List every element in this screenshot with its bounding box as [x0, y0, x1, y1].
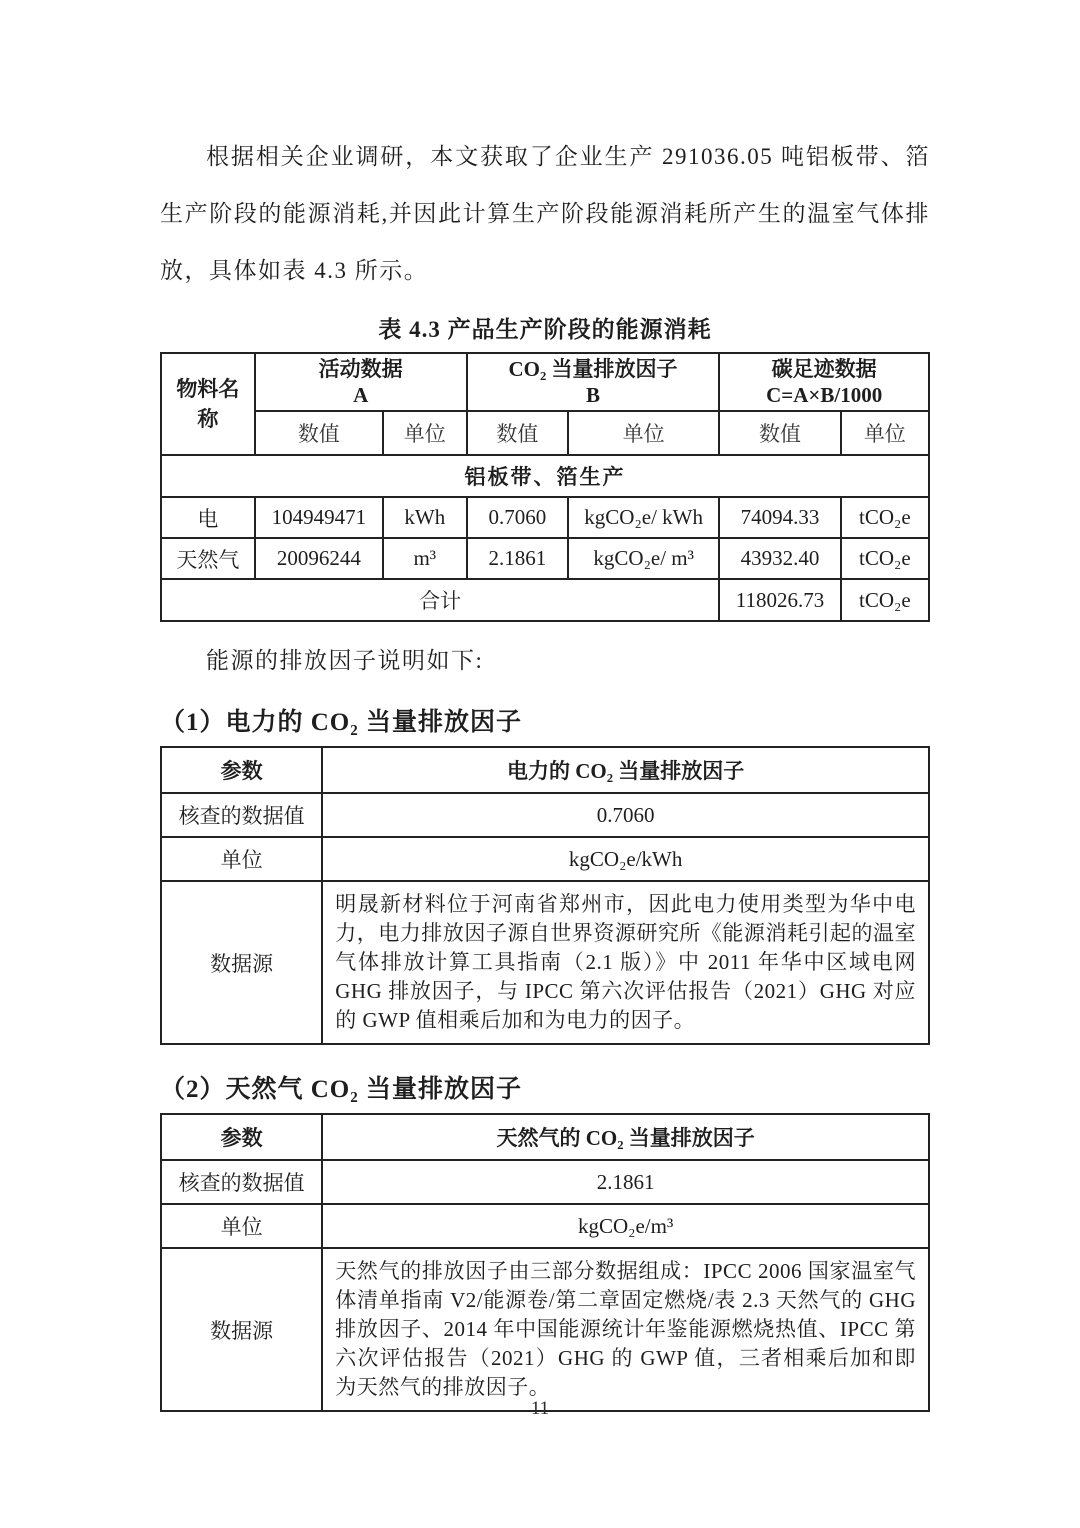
header-footprint-label: 碳足迹数据: [771, 357, 877, 381]
cell-activity-value: 104949471: [255, 497, 383, 538]
total-unit: tCO₂e: [841, 579, 929, 621]
verified-value-row: [161, 1160, 929, 1204]
unit-row: [161, 1204, 929, 1248]
header-footprint-sub: C=A×B/1000: [766, 383, 883, 407]
header-footprint-value: 数值: [719, 411, 840, 455]
verified-value: 0.7060: [322, 793, 929, 837]
param-header-row: [161, 747, 929, 793]
cell-factor-unit: kgCO₂e/ m³: [568, 538, 719, 579]
table-row-electricity: [161, 497, 929, 538]
cell-footprint-unit: tCO₂e: [841, 538, 929, 579]
cell-footprint-value: 43932.40: [719, 538, 840, 579]
header-activity-value: 数值: [255, 411, 383, 455]
cell-activity-unit: kWh: [383, 497, 467, 538]
cell-activity-unit: m³: [383, 538, 467, 579]
source-label: 数据源: [161, 1248, 322, 1411]
param-value: 电力的 CO₂ 当量排放因子: [322, 747, 929, 793]
data-source-row: [161, 881, 929, 1044]
header-material: 物料名称: [161, 353, 255, 455]
energy-table-header-row-1: [161, 353, 929, 411]
cell-material: 天然气: [161, 538, 255, 579]
natural-gas-factor-table: [160, 1113, 930, 1412]
energy-table-header-row-2: [161, 411, 929, 455]
emission-factor-note: 能源的排放因子说明如下:: [206, 648, 484, 673]
header-emission-factor: [467, 353, 720, 411]
intro-paragraph: 根据相关企业调研，本文获取了企业生产 291036.05 吨铝板带、箔生产阶段的能源消耗,并因此计算生产阶段能源消耗所产生的温室气体排放，具体如表 4.3 所示。: [160, 144, 930, 283]
cell-factor-unit: kgCO₂e/ kWh: [568, 497, 719, 538]
unit-label: 单位: [161, 837, 322, 881]
source-value: 明晟新材料位于河南省郑州市，因此电力使用类型为华中电力，电力排放因子源自世界资源研究所《能源消耗引起的温室气体排放计算工具指南（2.1 版）》中 2011 年华中区域电网 GHG 排放因子，与 IPCC 第六次评估报告（2021）GHG 对应的 GWP 值相乘后加和为电力的因子。: [322, 881, 929, 1044]
unit-label: 单位: [161, 1204, 322, 1248]
param-label: 参数: [161, 1114, 322, 1160]
source-label: 数据源: [161, 881, 322, 1044]
param-value: 天然气的 CO₂ 当量排放因子: [322, 1114, 929, 1160]
header-activity-sub: A: [353, 383, 369, 407]
header-carbon-footprint: [719, 353, 929, 411]
cell-footprint-value: 74094.33: [719, 497, 840, 538]
param-header-row: [161, 1114, 929, 1160]
cell-activity-value: 20096244: [255, 538, 383, 579]
table-row-natural-gas: [161, 538, 929, 579]
unit-value: kgCO₂e/kWh: [322, 837, 929, 881]
cell-material: 电: [161, 497, 255, 538]
total-label: 合计: [161, 579, 719, 621]
production-section-label: 铝板带、箔生产: [161, 455, 929, 497]
production-section-row: [161, 455, 929, 497]
header-activity-unit: 单位: [383, 411, 467, 455]
verified-value-row: [161, 793, 929, 837]
energy-table-caption: 表 4.3 产品生产阶段的能源消耗: [378, 317, 712, 342]
total-value: 118026.73: [719, 579, 840, 621]
electricity-factor-table: [160, 746, 930, 1045]
page-number: 11: [530, 1398, 550, 1419]
verified-label: 核查的数据值: [161, 1160, 322, 1204]
verified-value: 2.1861: [322, 1160, 929, 1204]
section-heading-natural-gas: （2）天然气 CO₂ 当量排放因子: [160, 1076, 522, 1103]
header-factor-value: 数值: [467, 411, 568, 455]
header-activity-label: 活动数据: [318, 357, 403, 381]
header-activity-data: [255, 353, 467, 411]
cell-factor-value: 2.1861: [467, 538, 568, 579]
energy-consumption-table: [160, 352, 930, 622]
table-row-total: [161, 579, 929, 621]
cell-footprint-unit: tCO₂e: [841, 497, 929, 538]
data-source-row: [161, 1248, 929, 1411]
unit-value: kgCO₂e/m³: [322, 1204, 929, 1248]
header-factor-unit: 单位: [568, 411, 719, 455]
cell-factor-value: 0.7060: [467, 497, 568, 538]
header-factor-sub: B: [585, 383, 600, 407]
header-factor-label: CO₂ 当量排放因子: [508, 357, 678, 381]
unit-row: [161, 837, 929, 881]
param-label: 参数: [161, 747, 322, 793]
header-footprint-unit: 单位: [841, 411, 929, 455]
verified-label: 核查的数据值: [161, 793, 322, 837]
section-heading-electricity: （1）电力的 CO₂ 当量排放因子: [160, 709, 522, 736]
source-value: 天然气的排放因子由三部分数据组成：IPCC 2006 国家温室气体清单指南 V2/能源卷/第二章固定燃烧/表 2.3 天然气的 GHG 排放因子、2014 年中国能源统计年鉴能源燃烧热值、IPCC 第六次评估报告（2021）GHG 的 GWP 值，三者相乘后加和即为天然气的排放因子。: [322, 1248, 929, 1411]
